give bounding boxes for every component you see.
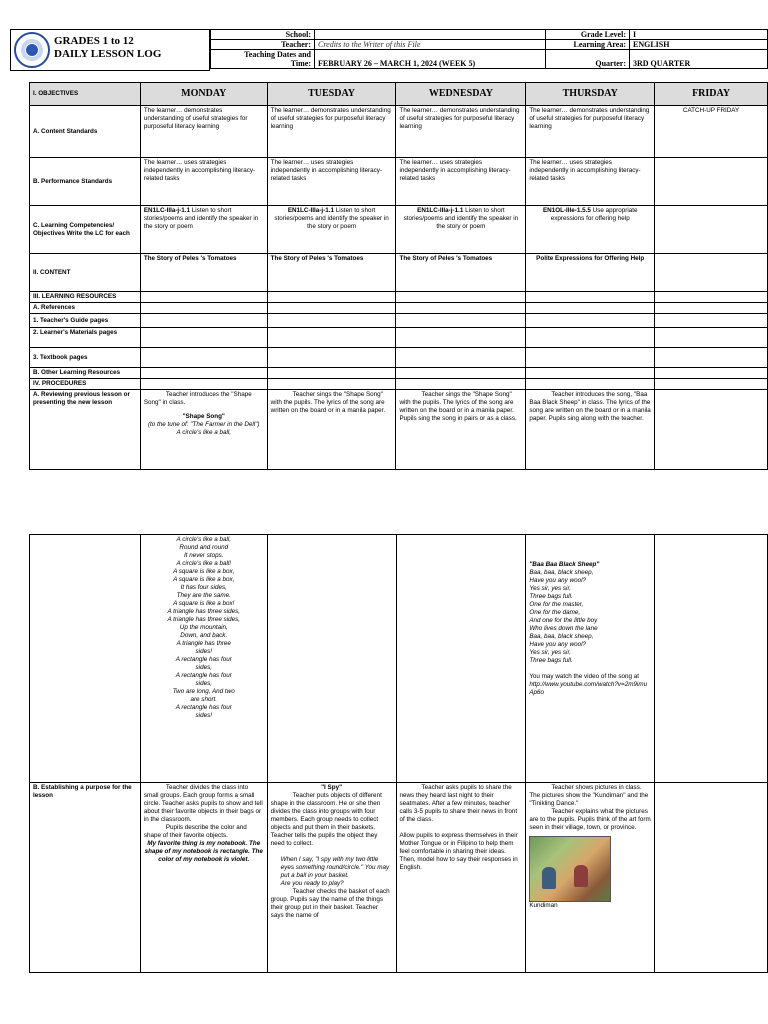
baa-baa-line: One for the master, bbox=[529, 601, 584, 608]
shape-song-line: sides, bbox=[195, 664, 212, 671]
grade-label: Grade Level: bbox=[546, 30, 630, 40]
purpose-wed-p2: Allow pupils to express themselves in their Mother Tongue or in Filipino to help them feel comfortable in sharing their ideas. Then, model how to say their responses in English. bbox=[399, 832, 518, 871]
purpose-wed bbox=[396, 783, 526, 973]
shape-song-line: A circle's like a ball! bbox=[176, 560, 232, 567]
figure-left bbox=[542, 867, 556, 889]
area-label: Learning Area: bbox=[546, 40, 630, 50]
learners-materials-label: 2. Learner's Materials pages bbox=[30, 328, 141, 348]
review-fri bbox=[655, 390, 768, 470]
performance-standards-label: B. Performance Standards bbox=[30, 158, 141, 206]
video-text: You may watch the video of the song at bbox=[529, 673, 639, 680]
continuation-fri bbox=[655, 535, 768, 783]
shape-song-line: A square is like a box! bbox=[173, 600, 235, 607]
school-label: School: bbox=[211, 30, 315, 40]
shape-song-line: A triangle has three bbox=[176, 640, 231, 647]
content-standard-mon: The learner… demonstrates understanding of useful strategies for purposeful literacy learning bbox=[140, 106, 267, 158]
competency-code: EN1LC-IIIa-j-1.1 bbox=[143, 207, 191, 214]
competency-tue bbox=[267, 206, 396, 254]
textbook-label: 3. Textbook pages bbox=[30, 348, 141, 368]
catch-up-friday: CATCH-UP FRIDAY bbox=[655, 106, 768, 158]
performance-standard-wed: The learner… uses strategies independently in accomplishing literacy-related tasks bbox=[396, 158, 526, 206]
competency-text: Listen to short stories/poems and identify the speaker in the story or poem bbox=[403, 207, 519, 230]
log-title bbox=[54, 35, 161, 61]
baa-baa-line: Yes sir, yes sir, bbox=[529, 649, 571, 656]
shape-song-line: A triangle has three sides, bbox=[167, 608, 241, 615]
competency-text: Listen to short stories/poems and identify the speaker in the story or poem bbox=[143, 207, 259, 230]
purpose-tue-p3: Are you ready to play? bbox=[280, 880, 344, 887]
competency-wed bbox=[396, 206, 526, 254]
shape-song-line: They are the same. bbox=[176, 592, 231, 599]
review-tue: Teacher sings the "Shape Song" with the pupils. The lyrics of the song are written on the board or in a manila paper. bbox=[267, 390, 396, 470]
purpose-tue-p1: Teacher puts objects of different shape in the classroom. He or she then divides the class into groups with four members. Each group needs to collect objects and put them in their baskets. Teacher tells the pupils the object they need to collect. bbox=[270, 792, 382, 847]
review-mon-intro: Teacher introduces the "Shape Song" in class. bbox=[143, 391, 252, 406]
performance-standard-tue: The learner… uses strategies independently in accomplishing literacy-related tasks bbox=[267, 158, 396, 206]
shape-song-line: sides! bbox=[195, 648, 212, 655]
title-line-2: DAILY LESSON LOG bbox=[54, 48, 162, 60]
baa-baa-lyrics bbox=[526, 535, 655, 783]
resources-label: III. LEARNING RESOURCES bbox=[30, 292, 141, 303]
shape-song-line: Two are long, And two bbox=[172, 688, 235, 695]
competency-fri bbox=[655, 206, 768, 254]
baa-baa-line: Yes sir, yes sir, bbox=[529, 585, 571, 592]
story-thu: Polite Expressions for Offering Help bbox=[526, 254, 655, 292]
story-mon: The Story of Peles 's Tomatoes bbox=[140, 254, 267, 292]
purpose-mon bbox=[140, 783, 267, 973]
baa-baa-title: "Baa Baa Black Sheep" bbox=[529, 561, 600, 568]
shape-song-tune: (to the tune of: "The Farmer in the Dell") bbox=[147, 421, 260, 428]
procedures-label: IV. PROCEDURES bbox=[30, 379, 141, 390]
story-tue: The Story of Peles 's Tomatoes bbox=[267, 254, 396, 292]
day-tuesday: TUESDAY bbox=[267, 83, 396, 106]
story-fri bbox=[655, 254, 768, 292]
teacher-value: Credits to the Writer of this File bbox=[315, 40, 546, 50]
purpose-mon-p2: Pupils describe the color and shape of their favorite objects. bbox=[143, 824, 247, 839]
performance-standard-mon: The learner… uses strategies independently in accomplishing literacy-related tasks bbox=[140, 158, 267, 206]
purpose-tue bbox=[267, 783, 396, 973]
competency-code: EN1LC-IIIa-j-1.1 bbox=[417, 207, 464, 214]
baa-baa-line: Who lives down the lane bbox=[529, 625, 598, 632]
purpose-label: B. Establishing a purpose for the lesson bbox=[30, 783, 141, 973]
shape-song-first-line: A circle's like a ball, bbox=[176, 429, 231, 436]
shape-song-line: A square is like a box, bbox=[173, 576, 235, 583]
content-standards-label: A. Content Standards bbox=[30, 106, 141, 158]
competency-code: EN1OL-IIIe-1.5.5 bbox=[542, 207, 591, 214]
continuation-label bbox=[30, 535, 141, 783]
grade-value: I bbox=[630, 30, 768, 40]
figure-right bbox=[574, 865, 588, 887]
shape-song-lyrics bbox=[140, 535, 267, 783]
deped-seal-icon bbox=[14, 32, 50, 68]
competency-thu bbox=[526, 206, 655, 254]
lesson-grid-part2 bbox=[29, 534, 768, 973]
purpose-thu bbox=[526, 783, 655, 973]
competency-mon bbox=[140, 206, 267, 254]
baa-baa-line: Baa, baa, black sheep, bbox=[529, 633, 594, 640]
content-standard-tue: The learner… demonstrates understanding of useful strategies for purposeful literacy learning bbox=[267, 106, 396, 158]
reviewing-label: A. Reviewing previous lesson or presenting the new lesson bbox=[30, 390, 141, 470]
content-standard-thu: The learner… demonstrates understanding of useful strategies for purposeful literacy learning bbox=[526, 106, 655, 158]
shape-song-line: A triangle has three sides, bbox=[167, 616, 241, 623]
review-thu: Teacher introduces the song, "Baa Baa Black Sheep" in class. The lyrics of the song are written on the board or in a manila paper. Pupils sing along with the teacher. bbox=[526, 390, 655, 470]
purpose-wed-p1: Teacher asks pupils to share the news they heard last night to their seatmates. After a few minutes, teacher calls 3-5 pupils to share their news in front of the class. bbox=[399, 784, 518, 823]
review-wed: Teacher sings the "Shape Song" with the pupils. The lyrics of the song are written on the board or in a manila paper. Pupils sing the song in pairs or as a class. bbox=[396, 390, 526, 470]
day-monday: MONDAY bbox=[140, 83, 267, 106]
shape-song-line: sides! bbox=[195, 712, 212, 719]
performance-standard-fri bbox=[655, 158, 768, 206]
shape-song-line: A rectangle has four bbox=[175, 656, 232, 663]
quarter-value: 3RD QUARTER bbox=[630, 50, 768, 69]
other-resources-label: B. Other Learning Resources bbox=[30, 368, 141, 379]
teacher-label: Teacher: bbox=[211, 40, 315, 50]
baa-baa-line: And one for the little boy bbox=[529, 617, 598, 624]
baa-baa-line: Have you any wool? bbox=[529, 641, 587, 648]
quarter-label: Quarter: bbox=[546, 50, 630, 69]
purpose-tue-p4: Teacher checks the basket of each group. Pupils say the name of the things their group put in their basket. Teacher says the name of bbox=[270, 888, 390, 919]
content-standard-wed: The learner… demonstrates understanding of useful strategies for purposeful literacy learning bbox=[396, 106, 526, 158]
competency-text: Listen to short stories/poems and identify the speaker in the story or poem bbox=[274, 207, 389, 230]
area-value: ENGLISH bbox=[630, 40, 768, 50]
kundiman-caption: Kundiman bbox=[529, 902, 558, 909]
shape-song-line: Up the mountain, bbox=[179, 624, 228, 631]
teachers-guide-label: 1. Teacher's Guide pages bbox=[30, 314, 141, 328]
purpose-mon-p1: Teacher divides the class into small groups. Each group forms a small circle. Teacher asks pupils to show and tell about their favorite objects in their bags or in the classroom. bbox=[143, 784, 263, 823]
review-mon bbox=[140, 390, 267, 470]
song-lines-list bbox=[144, 536, 264, 720]
baa-baa-line: Have you any wool? bbox=[529, 577, 587, 584]
day-wednesday: WEDNESDAY bbox=[396, 83, 526, 106]
shape-song-line: A rectangle has four bbox=[175, 704, 232, 711]
shape-song-line: It has four sides, bbox=[180, 584, 227, 591]
competencies-label: C. Learning Competencies/ Objectives Write the LC for each bbox=[30, 206, 141, 254]
competency-text: Use appropriate expressions for offering help bbox=[550, 207, 638, 222]
content-label: II. CONTENT bbox=[30, 254, 141, 292]
info-table bbox=[210, 29, 768, 69]
shape-song-line: are short. bbox=[190, 696, 218, 703]
performance-standard-thu: The learner… uses strategies independently in accomplishing literacy-related tasks bbox=[526, 158, 655, 206]
shape-song-line: sides, bbox=[195, 680, 212, 687]
baa-baa-line: One for the dame, bbox=[529, 609, 581, 616]
shape-song-line: Down, and back. bbox=[180, 632, 228, 639]
dates-label-2: Time: bbox=[290, 59, 311, 68]
dates-value: FEBRUARY 26 – MARCH 1, 2024 (WEEK 5) bbox=[315, 50, 546, 69]
shape-song-line: A circle's like a ball, bbox=[176, 536, 232, 543]
day-thursday: THURSDAY bbox=[526, 83, 655, 106]
purpose-mon-p3: My favorite thing is my notebook. The shape of my notebook is rectangle. The color of my notebook is violet. bbox=[144, 840, 263, 863]
shape-song-line: It never stops. bbox=[183, 552, 224, 559]
day-friday: FRIDAY bbox=[655, 83, 768, 106]
dates-label-1: Teaching Dates and bbox=[244, 50, 311, 59]
purpose-thu-p2: Teacher explains what the pictures are to the pupils. Pupils think of the art form seen in their village, town, or province. bbox=[529, 808, 651, 831]
baa-baa-line: Three bags full. bbox=[529, 657, 573, 664]
purpose-tue-p2: When I say, "I spy with my two little eyes something round/circle." You may put a ball in your basket. bbox=[280, 856, 390, 879]
baa-baa-line: Three bags full. bbox=[529, 593, 573, 600]
video-link[interactable]: http://www.youtube.com/watch?v=2m9imuAp6o bbox=[529, 681, 648, 696]
lesson-grid-part1 bbox=[29, 82, 768, 470]
shape-song-line: Round and round bbox=[179, 544, 229, 551]
purpose-thu-p1: Teacher shows pictures in class. The pictures show the "Kundiman" and the "Tinikling Dance." bbox=[529, 784, 649, 807]
baa-baa-line: Baa, baa, black sheep, bbox=[529, 569, 594, 576]
dates-label bbox=[211, 50, 315, 69]
continuation-wed bbox=[396, 535, 526, 783]
purpose-fri bbox=[655, 783, 768, 973]
story-wed: The Story of Peles 's Tomatoes bbox=[396, 254, 526, 292]
shape-song-line: A rectangle has four bbox=[175, 672, 232, 679]
competency-code: EN1LC-IIIa-j-1.1 bbox=[287, 207, 334, 214]
shape-song-title: "Shape Song" bbox=[182, 413, 225, 420]
continuation-tue bbox=[267, 535, 396, 783]
baa-baa-lines bbox=[529, 569, 651, 665]
school-value bbox=[315, 30, 546, 40]
i-spy-title: "I Spy" bbox=[321, 784, 343, 791]
objectives-header: I. OBJECTIVES bbox=[30, 83, 141, 106]
title-line-1: GRADES 1 to 12 bbox=[54, 35, 134, 47]
references-label: A. References bbox=[30, 303, 141, 314]
kundiman-picture bbox=[529, 836, 611, 902]
shape-song-line: A square is like a box, bbox=[173, 568, 235, 575]
